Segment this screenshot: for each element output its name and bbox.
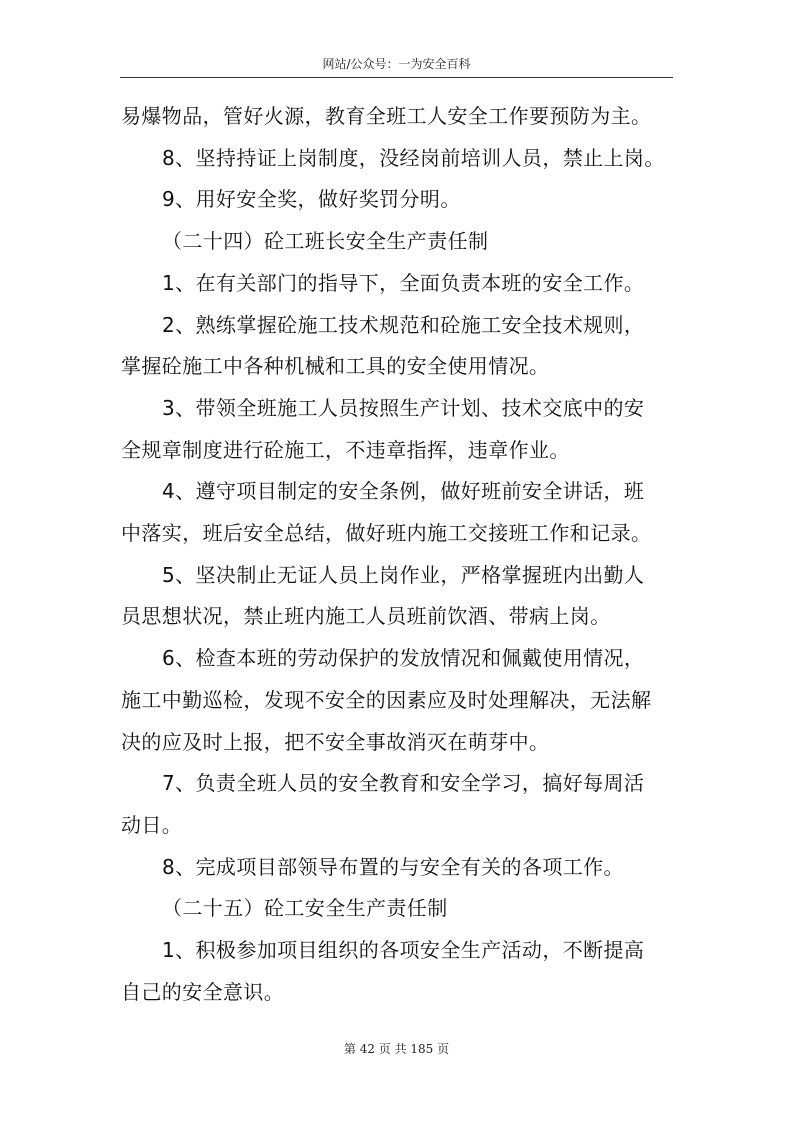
document-line: 8、坚持持证上岗制度，没经岗前培训人员，禁止上岗。 <box>162 145 665 170</box>
document-line: 6、检查本班的劳动保护的发放情况和佩戴使用情况， <box>162 646 645 671</box>
document-line: 5、坚决制止无证人员上岗作业，严格掌握班内出勤人 <box>162 562 645 587</box>
document-line: （二十五）砼工安全生产责任制 <box>162 896 448 921</box>
document-line: 4、遵守项目制定的安全条例，做好班前安全讲话，班 <box>162 479 645 504</box>
document-line: 1、积极参加项目组织的各项安全生产活动，不断提高 <box>162 938 645 963</box>
header-divider <box>120 77 673 78</box>
document-line: 8、完成项目部领导布置的与安全有关的各项工作。 <box>162 854 624 879</box>
document-line: 易爆物品，管好火源，教育全班工人安全工作要预防为主。 <box>121 104 652 128</box>
document-line: （二十四）砼工班长安全生产责任制 <box>162 229 489 254</box>
document-line: 决的应及时上报，把不安全事故消灭在萌芽中。 <box>121 729 550 754</box>
document-line: 施工中勤巡检，发现不安全的因素应及时处理解决，无法解 <box>121 687 652 712</box>
document-line: 3、带领全班施工人员按照生产计划、技术交底中的安 <box>162 395 645 420</box>
page-header: 网站/公众号：一为安全百科 <box>322 57 471 71</box>
document-line: 掌握砼施工中各种机械和工具的安全使用情况。 <box>121 354 550 379</box>
document-line: 9、用好安全奖，做好奖罚分明。 <box>162 187 461 212</box>
document-line: 动日。 <box>121 812 183 837</box>
document-line: 自己的安全意识。 <box>121 979 285 1004</box>
document-line: 中落实，班后安全总结，做好班内施工交接班工作和记录。 <box>121 521 652 546</box>
document-line: 全规章制度进行砼施工，不违章指挥，违章作业。 <box>121 437 570 462</box>
document-line: 1、在有关部门的指导下，全面负责本班的安全工作。 <box>162 270 645 295</box>
document-line: 2、熟练掌握砼施工技术规范和砼施工安全技术规则， <box>162 312 645 337</box>
document-body <box>121 96 675 1013</box>
document-line: 员思想状况，禁止班内施工人员班前饮酒、带病上岗。 <box>121 604 611 629</box>
page-number-footer: 第 42 页 共 185 页 <box>343 1042 450 1056</box>
document-line: 7、负责全班人员的安全教育和安全学习，搞好每周活 <box>162 771 645 796</box>
